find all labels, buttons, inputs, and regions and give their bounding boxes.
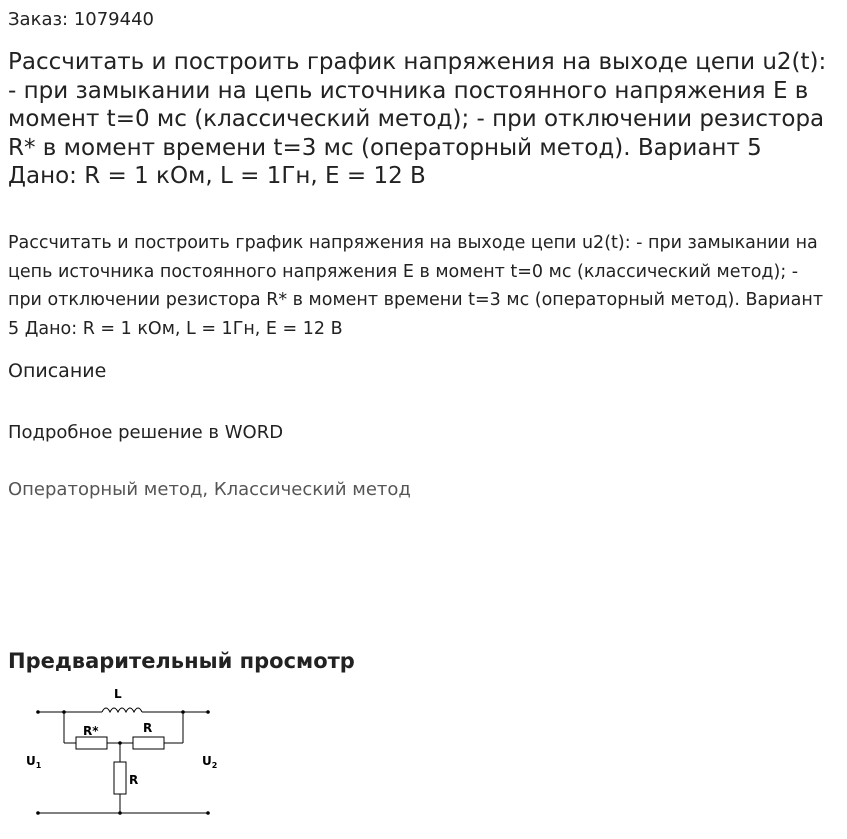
description-heading: Описание [8, 360, 107, 382]
tag-operator-method[interactable]: Операторный метод [8, 479, 203, 500]
resistor-r-right [133, 737, 164, 749]
label-r-right: R [143, 721, 153, 735]
label-u2: $U_2$ [202, 754, 218, 770]
preview-heading: Предварительный просмотр [8, 649, 355, 673]
label-l: L [114, 687, 122, 701]
circuit-diagram [20, 682, 230, 822]
tag-list [8, 478, 411, 502]
order-number: Заказ: 1079440 [8, 9, 154, 30]
task-description: Рассчитать и построить график напряжения на выходе цепи u2(t): - при замыкании на цепь источника постоянного напряжения E в момент t=0 мс (классический метод); - при отключении резистора R* в момент времени t=3 мс (операторный метод). Вариант 5 Дано: R = 1 кОм, L = 1Гн, E = 12 В [8, 233, 824, 339]
label-r-vertical: R [129, 773, 139, 787]
solution-format-text: Подробное решение в WORD [8, 422, 284, 443]
label-u1: $U_1$ [26, 754, 42, 770]
resistor-r-vertical [114, 762, 126, 794]
page-title: Рассчитать и построить график напряжения на выходе цепи u2(t): - при замыкании на цепь источника постоянного напряжения E в момент t=0 мс (классический метод); - при отключении резистора R* в момент времени t=3 мс (операторный метод). Вариант 5 Дано: R = 1 кОм, L = 1Гн, E = 12 В [8, 49, 827, 190]
label-r-star: R* [83, 724, 99, 738]
resistor-r-star [76, 737, 107, 749]
tag-separator: , [202, 479, 214, 500]
inductor-symbol [102, 708, 142, 712]
tag-classic-method[interactable]: Классический метод [213, 479, 411, 500]
